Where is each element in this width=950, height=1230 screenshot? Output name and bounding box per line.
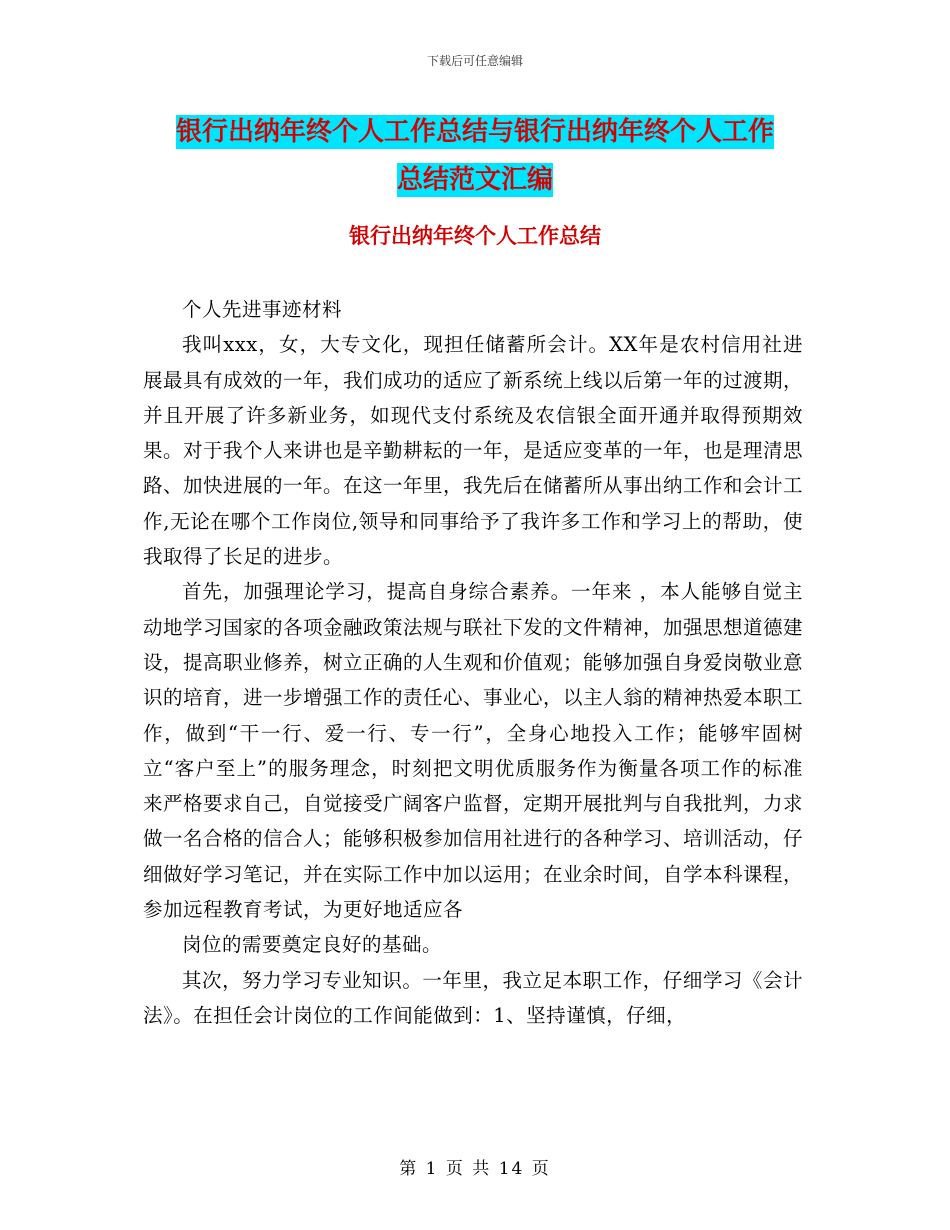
paragraph-subheading: 个人先进事迹材料 bbox=[182, 298, 343, 321]
page-footer: 第 1 页 共 14 页 bbox=[399, 1159, 551, 1179]
paragraph-continuation: 岗位的需要奠定良好的基础。 bbox=[182, 933, 443, 957]
title-line-1: 银行出纳年终个人工作总结与银行出纳年终个人工作 bbox=[175, 117, 774, 147]
paragraph-intro: 我叫xxx，女，大专文化，现担任储蓄所会计。XX年是农村信用社进展最具有成效的一年，我们成功的适应了新系统上线以后第一年的过渡期，并且开展了许多新业务，如现代支付系统及农信银全面开通并取得预期效果。对于我个人来讲也是辛勤耕耘的一年，是适应变革的一年，也是理清思路、加快进展的一年。在这一年里，我先后在储蓄所从事出纳工作和会计工作,无论在哪个工作岗位,领导和同事给予了我许多工作和学习上的帮助，使我取得了长足的进步。 bbox=[143, 333, 804, 569]
document-body bbox=[143, 292, 803, 1033]
header-note: 下载后可任意编辑 bbox=[426, 54, 523, 68]
title-line-2: 总结范文汇编 bbox=[396, 165, 553, 195]
section-title: 银行出纳年终个人工作总结 bbox=[349, 224, 601, 248]
paragraph-first: 首先，加强理论学习，提高自身综合素养。一年来 ，本人能够自觉主动地学习国家的各项金融政策法规与联社下发的文件精神，加强思想道德建设，提高职业修养，树立正确的人生观和价值观；能够加强自身爱岗敬业意识的培育，进一步增强工作的责任心、事业心，以主人翁的精神热爱本职工作，做到“干一行、爱一行、专一行”，全身心地投入工作；能够牢固树立“客户至上”的服务理念，时刻把文明优质服务作为衡量各项工作的标准来严格要求自己，自觉接受广阔客户监督，定期开展批判与自我批判，力求做一名合格的信合人；能够积极参加信用社进行的各种学习、培训活动，仔细做好学习笔记，并在实际工作中加以运用；在业余时间，自学本科课程，参加远程教育考试，为更好地适应各 bbox=[143, 580, 804, 922]
paragraph-second: 其次，努力学习专业知识。一年里，我立足本职工作，仔细学习《会计法》。在担任会计岗位的工作间能做到：1、坚持谨慎，仔细， bbox=[143, 968, 803, 1027]
document-title bbox=[0, 108, 950, 204]
